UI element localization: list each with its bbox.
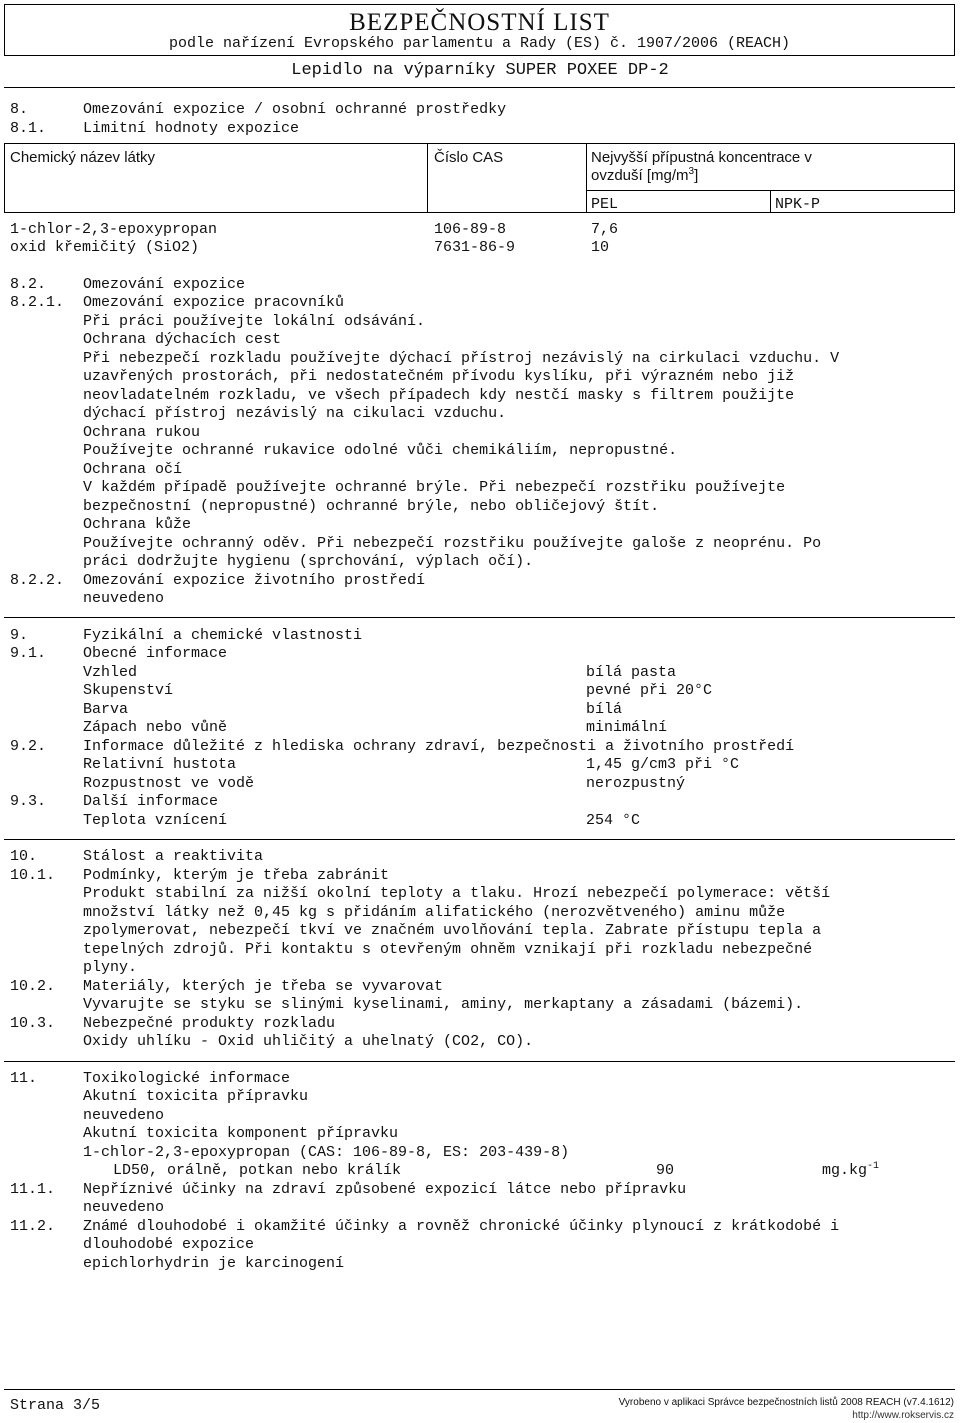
paragraph-line: Při práci používejte lokální odsávání. <box>83 313 426 330</box>
table-divider <box>586 143 587 213</box>
subsection-number: 8.2.1. <box>10 294 65 311</box>
property-value: nerozpustný <box>586 775 686 792</box>
subsection-title: Podmínky, kterým je třeba zabránit <box>83 867 390 884</box>
property-value: bílá pasta <box>586 664 677 681</box>
table-cell-pel: 7,6 <box>591 221 619 238</box>
paragraph-line: množství látky než 0,45 kg s přidáním alifatického (nerozvětveného) aminu může <box>83 904 786 921</box>
footer-credit <box>619 1396 954 1422</box>
property-label: Rozpustnost ve vodě <box>83 775 255 792</box>
section-title: Fyzikální a chemické vlastnosti <box>83 627 363 644</box>
paragraph-line: uzavřených prostorách, při nedostatečném přívodu kyslíku, při výrazném nebo již <box>83 368 795 385</box>
subsection-number: 10.3. <box>10 1015 56 1032</box>
table-header-npk: NPK-P <box>775 196 821 213</box>
subsection-title: Omezování expozice pracovníků <box>83 294 345 311</box>
table-header-concentration: Nejvyšší přípustná koncentrace v <box>591 149 812 166</box>
subsection-title: Materiály, kterých je třeba se vyvarovat <box>83 978 444 995</box>
section-number: 9. <box>10 627 29 644</box>
property-value: bílá <box>586 701 623 718</box>
subsection-title: Známé dlouhodobé i okamžité účinky a rovněž chronické účinky plynoucí z krátkodobé i <box>83 1218 840 1235</box>
subsection-number: 9.1. <box>10 645 47 662</box>
subsection-title: Omezování expozice životního prostředí <box>83 572 426 589</box>
document-title: BEZPEČNOSTNÍ LIST <box>349 9 610 36</box>
paragraph-line: neuvedeno <box>83 1107 165 1124</box>
table-divider <box>427 143 428 213</box>
table-cell-name: oxid křemičitý (SiO2) <box>10 239 200 256</box>
property-label: Vzhled <box>83 664 138 681</box>
paragraph-line: práci dodržujte hygienu (sprchování, výplach očí). <box>83 553 534 570</box>
subsection-title: Limitní hodnoty expozice <box>83 120 300 137</box>
subheading: Ochrana rukou <box>83 424 201 441</box>
table-cell-cas: 7631-86-9 <box>434 239 516 256</box>
property-label: Zápach nebo vůně <box>83 719 228 736</box>
subsection-title: Nepříznivé účinky na zdraví způsobené expozicí látce nebo přípravku <box>83 1181 687 1198</box>
paragraph-line: zpolymerovat, nebezpečí tkví ve značném uvolňování tepla. Zabrate přístupu tepla a <box>83 922 822 939</box>
subsection-title: Nebezpečné produkty rozkladu <box>83 1015 336 1032</box>
subsection-number: 10.1. <box>10 867 56 884</box>
table-header-cas: Číslo CAS <box>434 149 504 166</box>
section-number: 10. <box>10 848 38 865</box>
property-value: 254 °C <box>586 812 641 829</box>
table-cell-pel: 10 <box>591 239 610 256</box>
paragraph-line: Používejte ochranný oděv. Při nebezpečí rozstřiku používejte galoše z neoprénu. Po <box>83 535 822 552</box>
paragraph-line: Při nebezpečí rozkladu používejte dýchací přístroj nezávislý na cirkulaci vzduchu. V <box>83 350 840 367</box>
subheading: Akutní toxicita komponent přípravku <box>83 1125 399 1142</box>
paragraph-line: Vyvarujte se styku se slinými kyselinami, aminy, merkaptany a zásadami (bázemi). <box>83 996 804 1013</box>
paragraph-line: epichlorhydrin je karcinogení <box>83 1255 345 1272</box>
subsection-title: Omezování expozice <box>83 276 246 293</box>
subsection-number: 8.2.2. <box>10 572 65 589</box>
paragraph-line: neuvedeno <box>83 1199 165 1216</box>
table-cell-name: 1-chlor-2,3-epoxypropan <box>10 221 218 238</box>
table-header-pel: PEL <box>591 196 619 213</box>
header-rule <box>4 87 955 88</box>
product-name: Lepidlo na výparníky SUPER POXEE DP-2 <box>291 61 669 80</box>
subsection-number: 9.3. <box>10 793 47 810</box>
subsection-number: 8.1. <box>10 120 47 137</box>
property-label: Relativní hustota <box>83 756 237 773</box>
paragraph-line: neovladatelném rozkladu, ve všech případech kdy nestčí masky s filtrem použijte <box>83 387 795 404</box>
section-title: Toxikologické informace <box>83 1070 291 1087</box>
paragraph-line: Používejte ochranné rukavice odolné vůči chemikáliím, nepropustné. <box>83 442 678 459</box>
footer-link[interactable]: http://www.rokservis.cz <box>852 1410 954 1421</box>
property-value: pevné při 20°C <box>586 682 713 699</box>
subsection-title: Obecné informace <box>83 645 228 662</box>
ld50-label: LD50, orálně, potkan nebo králík <box>113 1162 402 1179</box>
subsection-number: 11.1. <box>10 1181 56 1198</box>
ld50-value: 90 <box>656 1162 675 1179</box>
paragraph-line: plyny. <box>83 959 138 976</box>
header-box <box>4 4 955 56</box>
document-subtitle: podle nařízení Evropského parlamentu a Rady (ES) č. 1907/2006 (REACH) <box>168 35 791 52</box>
section-rule <box>4 1061 955 1062</box>
paragraph-line: 1-chlor-2,3-epoxypropan (CAS: 106-89-8, ES: 203-439-8) <box>83 1144 570 1161</box>
subsection-number: 8.2. <box>10 276 47 293</box>
paragraph-line: tepelných zdrojů. Při kontaktu s otevřeným ohněm vznikají při rozkladu nebezpečné <box>83 941 813 958</box>
footer-rule <box>4 1389 955 1390</box>
paragraph-line: neuvedeno <box>83 590 165 607</box>
property-value: 1,45 g/cm3 při °C <box>586 756 740 773</box>
property-value: minimální <box>586 719 668 736</box>
table-cell-cas: 106-89-8 <box>434 221 507 238</box>
property-label: Barva <box>83 701 129 718</box>
table-divider <box>586 190 955 191</box>
section-number: 8. <box>10 101 29 118</box>
section-title: Omezování expozice / osobní ochranné prostředky <box>83 101 507 118</box>
section-rule <box>4 839 955 840</box>
subheading: Ochrana očí <box>83 461 183 478</box>
subsection-title: Informace důležité z hlediska ochrany zdraví, bezpečnosti a životního prostředí <box>83 738 795 755</box>
ld50-unit: $mg.kg^{-1}$ <box>822 1161 880 1179</box>
property-label: Teplota vznícení <box>83 812 228 829</box>
subsection-title-cont: dlouhodobé expozice <box>83 1236 255 1253</box>
subheading: Akutní toxicita přípravku <box>83 1088 309 1105</box>
table-header-name: Chemický název látky <box>10 149 156 166</box>
section-title: Stálost a reaktivita <box>83 848 264 865</box>
paragraph-line: bezpečnostní (nepropustné) ochranné brýle, nebo obličejový štít. <box>83 498 660 515</box>
subsection-number: 11.2. <box>10 1218 56 1235</box>
subsection-title: Další informace <box>83 793 219 810</box>
footer-made-with: Vyrobeno v aplikaci Správce bezpečnostních listů 2008 REACH (v7.4.1612) <box>618 1397 954 1408</box>
section-rule <box>4 617 955 618</box>
subheading: Ochrana dýchacích cest <box>83 331 282 348</box>
table-header-concentration-unit: ovzduší $[mg/m^3]$ <box>591 166 699 184</box>
paragraph-line: Oxidy uhlíku - Oxid uhličitý a uhelnatý (CO2, CO). <box>83 1033 534 1050</box>
paragraph-line: Produkt stabilní za nižší okolní teploty a tlaku. Hrozí nebezpečí polymerace: větší <box>83 885 831 902</box>
paragraph-line: dýchací přístroj nezávislý na cikulaci vzduchu. <box>83 405 507 422</box>
subsection-number: 10.2. <box>10 978 56 995</box>
section-number: 11. <box>10 1070 38 1087</box>
paragraph-line: V každém případě používejte ochranné brýle. Při nebezpečí rozstřiku používejte <box>83 479 786 496</box>
subsection-number: 9.2. <box>10 738 47 755</box>
subheading: Ochrana kůže <box>83 516 192 533</box>
table-divider <box>770 190 771 213</box>
page-number: Strana 3/5 <box>10 1397 101 1414</box>
property-label: Skupenství <box>83 682 174 699</box>
